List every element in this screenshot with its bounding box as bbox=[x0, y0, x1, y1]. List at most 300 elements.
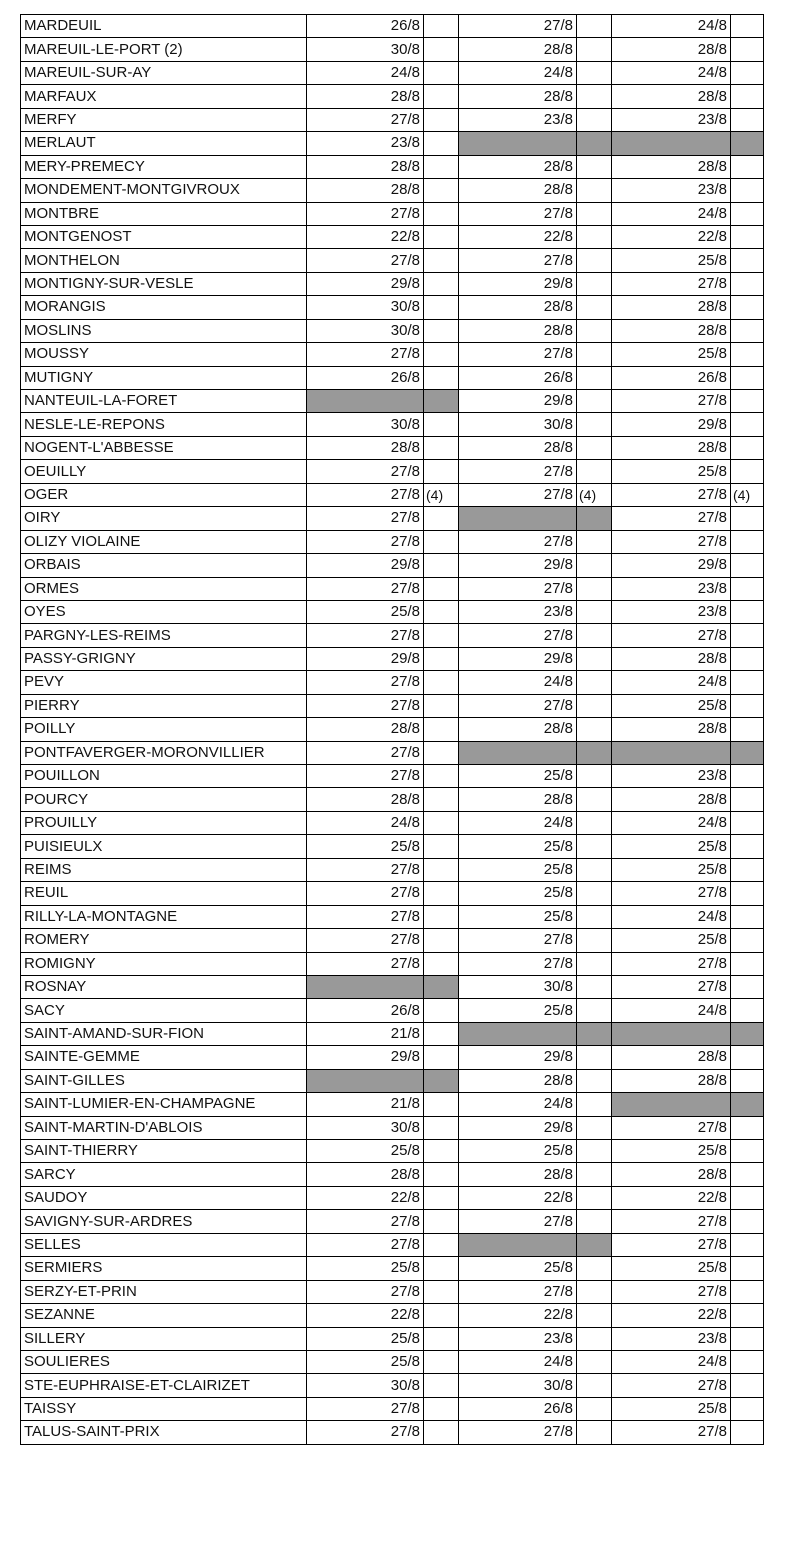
date-cell: 28/8 bbox=[612, 319, 731, 342]
commune-name-cell: STE-EUPHRAISE-ET-CLAIRIZET bbox=[21, 1374, 307, 1397]
commune-name-cell: MONTBRE bbox=[21, 202, 307, 225]
date-cell: 27/8 bbox=[459, 460, 577, 483]
commune-name-cell: MAREUIL-SUR-AY bbox=[21, 61, 307, 84]
note-cell bbox=[424, 788, 459, 811]
date-cell: 22/8 bbox=[307, 225, 424, 248]
date-cell: 30/8 bbox=[307, 319, 424, 342]
note-cell bbox=[577, 1421, 612, 1444]
table-row bbox=[21, 929, 764, 952]
note-cell bbox=[424, 1210, 459, 1233]
note-cell: (4) bbox=[731, 483, 764, 506]
commune-name-cell: NOGENT-L'ABBESSE bbox=[21, 436, 307, 459]
date-cell: 27/8 bbox=[307, 460, 424, 483]
date-cell: 24/8 bbox=[459, 61, 577, 84]
date-cell: 28/8 bbox=[459, 1163, 577, 1186]
note-cell bbox=[424, 1280, 459, 1303]
table-row bbox=[21, 1210, 764, 1233]
note-cell bbox=[577, 61, 612, 84]
note-cell-empty bbox=[577, 741, 612, 764]
date-cell: 28/8 bbox=[459, 179, 577, 202]
date-cell: 25/8 bbox=[612, 343, 731, 366]
date-cell: 25/8 bbox=[459, 905, 577, 928]
table-row bbox=[21, 1374, 764, 1397]
note-cell: (4) bbox=[577, 483, 612, 506]
note-cell bbox=[577, 1210, 612, 1233]
note-cell bbox=[424, 1233, 459, 1256]
note-cell bbox=[731, 343, 764, 366]
date-cell-empty bbox=[459, 1022, 577, 1045]
date-cell: 28/8 bbox=[612, 155, 731, 178]
date-cell: 28/8 bbox=[307, 436, 424, 459]
date-cell: 30/8 bbox=[459, 413, 577, 436]
note-cell bbox=[424, 624, 459, 647]
commune-name-cell: TALUS-SAINT-PRIX bbox=[21, 1421, 307, 1444]
table-row bbox=[21, 1093, 764, 1116]
note-cell bbox=[731, 835, 764, 858]
date-cell: 27/8 bbox=[459, 1280, 577, 1303]
date-cell: 27/8 bbox=[612, 1233, 731, 1256]
commune-name-cell: POUILLON bbox=[21, 765, 307, 788]
commune-name-cell: ROMIGNY bbox=[21, 952, 307, 975]
date-cell: 27/8 bbox=[307, 1421, 424, 1444]
date-cell: 27/8 bbox=[307, 882, 424, 905]
date-cell: 25/8 bbox=[612, 858, 731, 881]
note-cell bbox=[577, 85, 612, 108]
commune-name-cell: SAINTE-GEMME bbox=[21, 1046, 307, 1069]
note-cell bbox=[577, 530, 612, 553]
note-cell-empty bbox=[424, 390, 459, 413]
date-cell: 22/8 bbox=[307, 1304, 424, 1327]
date-cell: 23/8 bbox=[459, 600, 577, 623]
table-row bbox=[21, 15, 764, 38]
date-cell-empty bbox=[459, 507, 577, 530]
commune-name-cell: NESLE-LE-REPONS bbox=[21, 413, 307, 436]
note-cell bbox=[424, 741, 459, 764]
table-row bbox=[21, 155, 764, 178]
note-cell bbox=[577, 835, 612, 858]
commune-name-cell: POURCY bbox=[21, 788, 307, 811]
note-cell bbox=[424, 600, 459, 623]
note-cell bbox=[731, 296, 764, 319]
table-row bbox=[21, 765, 764, 788]
note-cell bbox=[424, 202, 459, 225]
note-cell bbox=[731, 1397, 764, 1420]
commune-name-cell: PROUILLY bbox=[21, 811, 307, 834]
table-row bbox=[21, 296, 764, 319]
commune-name-cell: SAINT-THIERRY bbox=[21, 1140, 307, 1163]
note-cell bbox=[577, 249, 612, 272]
note-cell bbox=[424, 108, 459, 131]
date-cell: 28/8 bbox=[459, 319, 577, 342]
date-cell: 24/8 bbox=[459, 1350, 577, 1373]
date-cell: 26/8 bbox=[307, 15, 424, 38]
commune-name-cell: MORANGIS bbox=[21, 296, 307, 319]
date-cell: 27/8 bbox=[307, 952, 424, 975]
note-cell bbox=[577, 1163, 612, 1186]
note-cell bbox=[577, 952, 612, 975]
note-cell-empty bbox=[577, 132, 612, 155]
date-cell: 29/8 bbox=[459, 1116, 577, 1139]
commune-name-cell: TAISSY bbox=[21, 1397, 307, 1420]
date-cell: 27/8 bbox=[307, 577, 424, 600]
table-row bbox=[21, 1421, 764, 1444]
date-cell: 28/8 bbox=[612, 1163, 731, 1186]
note-cell bbox=[731, 1350, 764, 1373]
note-cell bbox=[424, 61, 459, 84]
date-cell: 27/8 bbox=[307, 1397, 424, 1420]
note-cell bbox=[424, 1022, 459, 1045]
note-cell bbox=[424, 225, 459, 248]
table-row bbox=[21, 1257, 764, 1280]
note-cell bbox=[577, 108, 612, 131]
date-cell: 30/8 bbox=[459, 975, 577, 998]
note-cell bbox=[577, 975, 612, 998]
date-cell: 27/8 bbox=[307, 530, 424, 553]
date-cell: 27/8 bbox=[459, 929, 577, 952]
note-cell bbox=[424, 460, 459, 483]
commune-name-cell: SAINT-GILLES bbox=[21, 1069, 307, 1092]
note-cell bbox=[731, 1374, 764, 1397]
commune-name-cell: MONDEMENT-MONTGIVROUX bbox=[21, 179, 307, 202]
note-cell bbox=[577, 999, 612, 1022]
note-cell bbox=[577, 1069, 612, 1092]
date-cell-empty bbox=[612, 132, 731, 155]
date-cell-empty bbox=[307, 1069, 424, 1092]
date-cell: 28/8 bbox=[612, 296, 731, 319]
commune-name-cell: PIERRY bbox=[21, 694, 307, 717]
note-cell bbox=[577, 1327, 612, 1350]
note-cell bbox=[577, 788, 612, 811]
date-cell: 27/8 bbox=[459, 1210, 577, 1233]
note-cell bbox=[577, 671, 612, 694]
date-cell: 21/8 bbox=[307, 1022, 424, 1045]
commune-name-cell: PUISIEULX bbox=[21, 835, 307, 858]
date-cell: 22/8 bbox=[459, 225, 577, 248]
date-cell: 28/8 bbox=[612, 38, 731, 61]
note-cell bbox=[731, 225, 764, 248]
note-cell bbox=[577, 577, 612, 600]
note-cell bbox=[424, 1163, 459, 1186]
table-row bbox=[21, 554, 764, 577]
date-cell: 25/8 bbox=[459, 835, 577, 858]
commune-name-cell: NANTEUIL-LA-FORET bbox=[21, 390, 307, 413]
note-cell-empty bbox=[731, 132, 764, 155]
table-row bbox=[21, 718, 764, 741]
note-cell bbox=[731, 1421, 764, 1444]
date-cell: 23/8 bbox=[612, 179, 731, 202]
note-cell bbox=[731, 882, 764, 905]
date-cell-empty bbox=[459, 132, 577, 155]
commune-name-cell: SARCY bbox=[21, 1163, 307, 1186]
table-row bbox=[21, 1116, 764, 1139]
table-row bbox=[21, 179, 764, 202]
date-cell: 23/8 bbox=[612, 1327, 731, 1350]
date-cell: 28/8 bbox=[459, 155, 577, 178]
note-cell bbox=[577, 15, 612, 38]
date-cell: 26/8 bbox=[307, 999, 424, 1022]
table-row bbox=[21, 413, 764, 436]
date-cell: 29/8 bbox=[612, 413, 731, 436]
note-cell bbox=[424, 1350, 459, 1373]
date-cell: 28/8 bbox=[459, 296, 577, 319]
date-cell: 29/8 bbox=[307, 272, 424, 295]
note-cell bbox=[577, 1093, 612, 1116]
table-row bbox=[21, 202, 764, 225]
commune-name-cell: MOUSSY bbox=[21, 343, 307, 366]
table-row bbox=[21, 1069, 764, 1092]
note-cell bbox=[424, 1093, 459, 1116]
date-cell: 28/8 bbox=[612, 647, 731, 670]
date-cell: 27/8 bbox=[307, 765, 424, 788]
date-cell-empty bbox=[307, 975, 424, 998]
date-cell: 30/8 bbox=[307, 38, 424, 61]
date-cell: 28/8 bbox=[612, 1069, 731, 1092]
table-row bbox=[21, 975, 764, 998]
date-cell: 25/8 bbox=[612, 1140, 731, 1163]
date-cell: 25/8 bbox=[459, 858, 577, 881]
note-cell bbox=[424, 882, 459, 905]
table-row bbox=[21, 741, 764, 764]
commune-name-cell: SOULIERES bbox=[21, 1350, 307, 1373]
date-cell: 21/8 bbox=[307, 1093, 424, 1116]
date-cell: 25/8 bbox=[612, 1397, 731, 1420]
note-cell bbox=[424, 952, 459, 975]
date-cell: 25/8 bbox=[612, 249, 731, 272]
date-cell: 24/8 bbox=[612, 905, 731, 928]
table-row bbox=[21, 343, 764, 366]
note-cell-empty bbox=[424, 975, 459, 998]
note-cell bbox=[577, 272, 612, 295]
date-cell: 23/8 bbox=[307, 132, 424, 155]
note-cell bbox=[731, 85, 764, 108]
note-cell bbox=[731, 647, 764, 670]
date-cell: 28/8 bbox=[459, 718, 577, 741]
date-cell: 27/8 bbox=[612, 390, 731, 413]
date-cell: 25/8 bbox=[612, 929, 731, 952]
note-cell bbox=[731, 155, 764, 178]
commune-name-cell: MARDEUIL bbox=[21, 15, 307, 38]
date-cell: 25/8 bbox=[459, 1140, 577, 1163]
note-cell bbox=[577, 413, 612, 436]
note-cell bbox=[577, 296, 612, 319]
note-cell bbox=[731, 952, 764, 975]
date-cell: 27/8 bbox=[459, 15, 577, 38]
date-cell: 28/8 bbox=[307, 85, 424, 108]
table-row bbox=[21, 1163, 764, 1186]
date-cell: 28/8 bbox=[612, 718, 731, 741]
table-row bbox=[21, 694, 764, 717]
note-cell bbox=[731, 1186, 764, 1209]
note-cell bbox=[577, 1257, 612, 1280]
table-row bbox=[21, 999, 764, 1022]
table-row bbox=[21, 366, 764, 389]
note-cell bbox=[424, 413, 459, 436]
note-cell bbox=[731, 1046, 764, 1069]
date-cell: 24/8 bbox=[612, 15, 731, 38]
note-cell-empty bbox=[731, 1093, 764, 1116]
date-cell: 27/8 bbox=[612, 1116, 731, 1139]
commune-name-cell: SAINT-AMAND-SUR-FION bbox=[21, 1022, 307, 1045]
date-cell: 27/8 bbox=[459, 249, 577, 272]
date-cell: 25/8 bbox=[612, 460, 731, 483]
note-cell bbox=[424, 132, 459, 155]
date-cell: 23/8 bbox=[459, 108, 577, 131]
table-row bbox=[21, 108, 764, 131]
date-cell-empty bbox=[612, 1093, 731, 1116]
note-cell bbox=[577, 1280, 612, 1303]
note-cell bbox=[731, 413, 764, 436]
date-cell: 27/8 bbox=[459, 343, 577, 366]
note-cell bbox=[424, 577, 459, 600]
commune-name-cell: OGER bbox=[21, 483, 307, 506]
note-cell bbox=[424, 155, 459, 178]
note-cell bbox=[424, 15, 459, 38]
commune-name-cell: REUIL bbox=[21, 882, 307, 905]
note-cell bbox=[424, 1046, 459, 1069]
note-cell bbox=[577, 718, 612, 741]
date-cell: 25/8 bbox=[307, 1327, 424, 1350]
table-row bbox=[21, 905, 764, 928]
note-cell bbox=[424, 718, 459, 741]
date-cell-empty bbox=[459, 741, 577, 764]
date-cell: 23/8 bbox=[612, 108, 731, 131]
note-cell bbox=[577, 179, 612, 202]
note-cell bbox=[577, 390, 612, 413]
commune-name-cell: SAINT-LUMIER-EN-CHAMPAGNE bbox=[21, 1093, 307, 1116]
note-cell bbox=[731, 858, 764, 881]
table-row bbox=[21, 460, 764, 483]
date-cell: 25/8 bbox=[307, 1350, 424, 1373]
date-cell: 30/8 bbox=[459, 1374, 577, 1397]
commune-name-cell: ORMES bbox=[21, 577, 307, 600]
note-cell bbox=[424, 1257, 459, 1280]
note-cell bbox=[577, 811, 612, 834]
table-row bbox=[21, 319, 764, 342]
date-cell: 30/8 bbox=[307, 1116, 424, 1139]
date-cell: 25/8 bbox=[612, 694, 731, 717]
note-cell bbox=[731, 249, 764, 272]
date-cell: 28/8 bbox=[459, 436, 577, 459]
commune-name-cell: PARGNY-LES-REIMS bbox=[21, 624, 307, 647]
date-cell: 25/8 bbox=[459, 1257, 577, 1280]
note-cell bbox=[731, 108, 764, 131]
note-cell bbox=[424, 1421, 459, 1444]
note-cell bbox=[424, 85, 459, 108]
date-cell: 27/8 bbox=[612, 507, 731, 530]
commune-name-cell: SEZANNE bbox=[21, 1304, 307, 1327]
note-cell bbox=[577, 1374, 612, 1397]
date-cell: 27/8 bbox=[307, 624, 424, 647]
date-cell: 27/8 bbox=[459, 202, 577, 225]
note-cell bbox=[731, 1116, 764, 1139]
date-cell: 22/8 bbox=[612, 1304, 731, 1327]
table-row bbox=[21, 1304, 764, 1327]
date-cell: 27/8 bbox=[307, 1280, 424, 1303]
note-cell bbox=[577, 1140, 612, 1163]
date-cell: 27/8 bbox=[307, 1210, 424, 1233]
commune-name-cell: MONTGENOST bbox=[21, 225, 307, 248]
commune-name-cell: MAREUIL-LE-PORT (2) bbox=[21, 38, 307, 61]
date-cell: 22/8 bbox=[612, 1186, 731, 1209]
date-cell: 27/8 bbox=[307, 483, 424, 506]
commune-name-cell: SAVIGNY-SUR-ARDRES bbox=[21, 1210, 307, 1233]
note-cell bbox=[731, 507, 764, 530]
note-cell bbox=[424, 835, 459, 858]
commune-name-cell: MERFY bbox=[21, 108, 307, 131]
table-row bbox=[21, 1350, 764, 1373]
note-cell bbox=[577, 1116, 612, 1139]
table-row bbox=[21, 835, 764, 858]
date-cell: 28/8 bbox=[307, 718, 424, 741]
date-cell: 27/8 bbox=[459, 530, 577, 553]
table-row bbox=[21, 530, 764, 553]
date-cell: 27/8 bbox=[307, 202, 424, 225]
note-cell bbox=[731, 530, 764, 553]
table-body bbox=[21, 15, 764, 1445]
note-cell bbox=[424, 343, 459, 366]
note-cell bbox=[731, 179, 764, 202]
date-cell: 27/8 bbox=[459, 624, 577, 647]
date-cell: 27/8 bbox=[612, 952, 731, 975]
date-cell: 24/8 bbox=[459, 1093, 577, 1116]
date-cell: 28/8 bbox=[307, 155, 424, 178]
note-cell bbox=[424, 38, 459, 61]
date-cell: 24/8 bbox=[612, 999, 731, 1022]
table-row bbox=[21, 882, 764, 905]
table-row bbox=[21, 390, 764, 413]
note-cell bbox=[577, 905, 612, 928]
date-cell: 27/8 bbox=[307, 249, 424, 272]
date-cell: 27/8 bbox=[612, 975, 731, 998]
note-cell bbox=[731, 929, 764, 952]
table-row bbox=[21, 1280, 764, 1303]
note-cell bbox=[731, 1280, 764, 1303]
table-row bbox=[21, 858, 764, 881]
date-cell: 29/8 bbox=[307, 1046, 424, 1069]
date-cell: 24/8 bbox=[612, 1350, 731, 1373]
note-cell bbox=[577, 1304, 612, 1327]
note-cell-empty bbox=[577, 1022, 612, 1045]
note-cell bbox=[731, 1257, 764, 1280]
table-row bbox=[21, 624, 764, 647]
date-cell: 24/8 bbox=[459, 811, 577, 834]
note-cell bbox=[577, 1397, 612, 1420]
note-cell bbox=[577, 202, 612, 225]
date-cell: 28/8 bbox=[459, 85, 577, 108]
note-cell bbox=[424, 507, 459, 530]
date-cell: 23/8 bbox=[612, 765, 731, 788]
date-cell: 27/8 bbox=[459, 577, 577, 600]
note-cell bbox=[731, 390, 764, 413]
note-cell bbox=[424, 1140, 459, 1163]
note-cell bbox=[577, 343, 612, 366]
table-row bbox=[21, 85, 764, 108]
date-cell: 28/8 bbox=[612, 788, 731, 811]
note-cell-empty bbox=[731, 741, 764, 764]
note-cell bbox=[731, 61, 764, 84]
note-cell bbox=[424, 554, 459, 577]
date-cell: 25/8 bbox=[307, 835, 424, 858]
commune-name-cell: SELLES bbox=[21, 1233, 307, 1256]
commune-name-cell: MONTIGNY-SUR-VESLE bbox=[21, 272, 307, 295]
date-cell: 30/8 bbox=[307, 1374, 424, 1397]
note-cell bbox=[731, 1304, 764, 1327]
date-cell: 27/8 bbox=[307, 905, 424, 928]
date-cell: 30/8 bbox=[307, 296, 424, 319]
table-row bbox=[21, 1140, 764, 1163]
date-cell: 27/8 bbox=[307, 108, 424, 131]
date-cell: 24/8 bbox=[307, 61, 424, 84]
